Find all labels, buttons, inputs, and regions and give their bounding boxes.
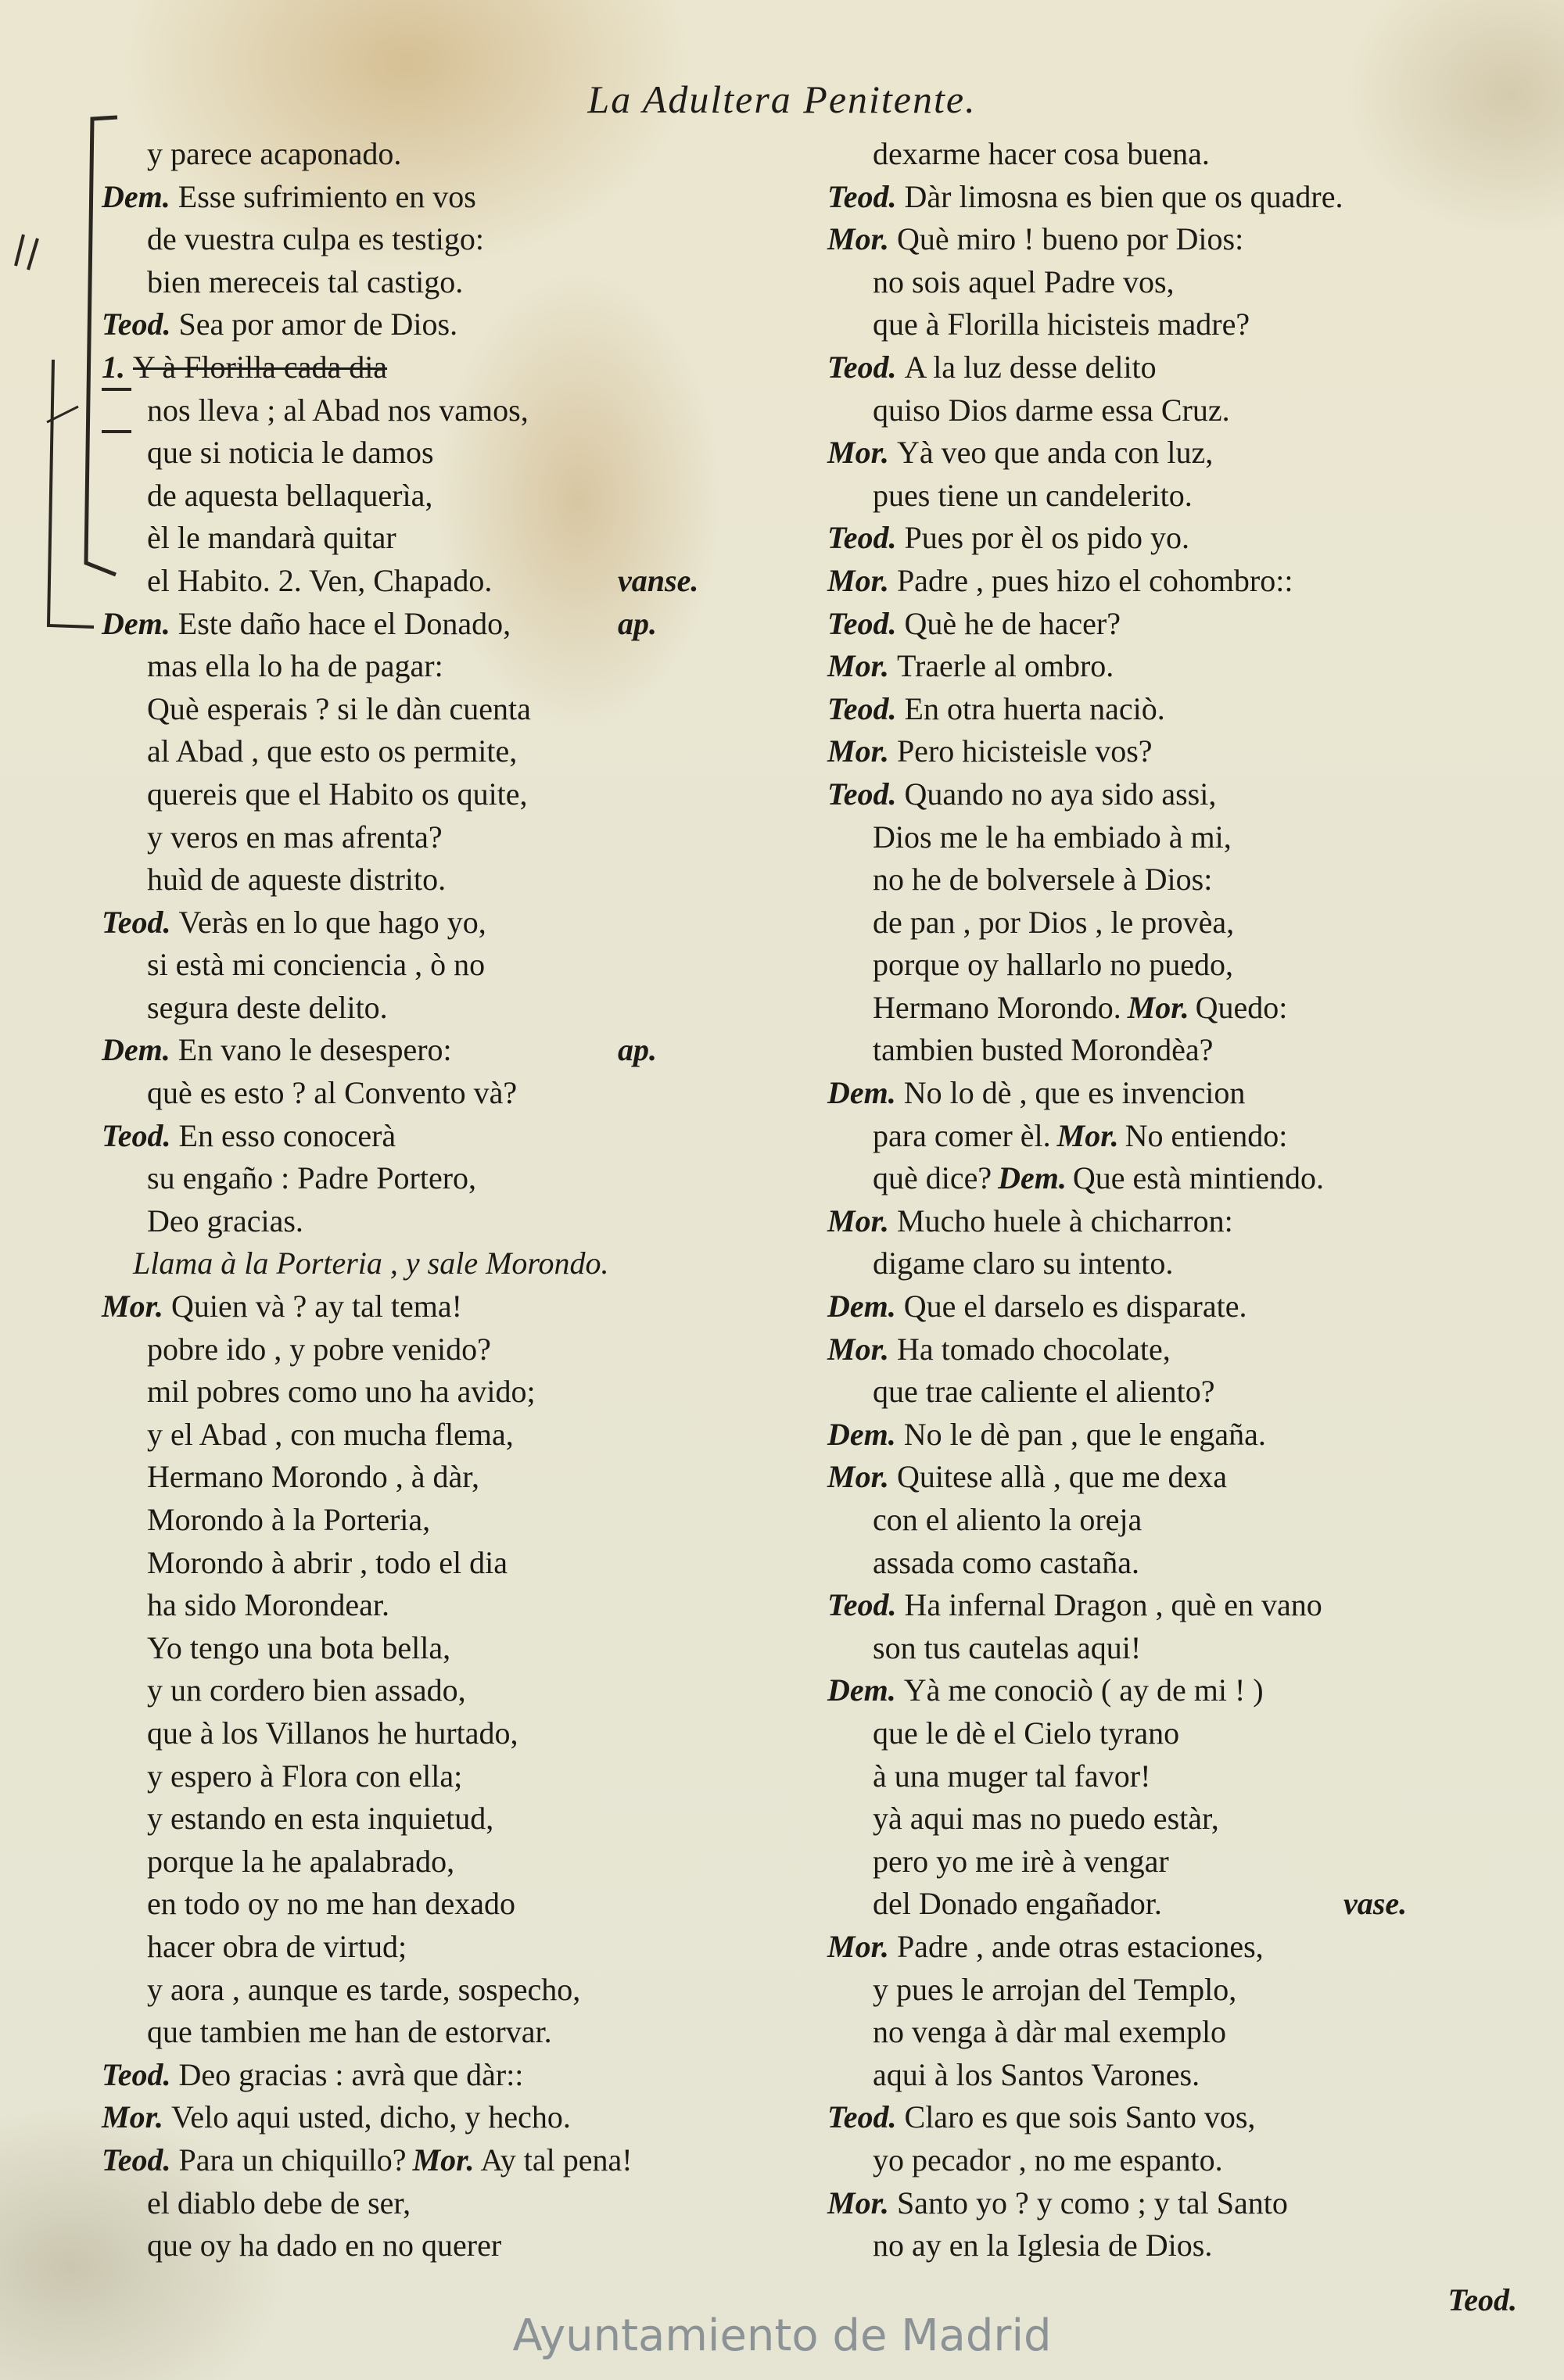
verse-line xyxy=(827,2182,1516,2225)
verse-line xyxy=(827,517,1516,560)
speaker-name: Mor. xyxy=(412,2142,475,2177)
verse-text: Este daño hace el Donado, xyxy=(178,605,511,641)
verse-text: de aquesta bellaquerìa, xyxy=(147,477,433,513)
verse-text: nos lleva ; al Abad nos vamos, xyxy=(147,392,529,428)
verse-text: quereis que el Habito os quite, xyxy=(147,776,528,812)
verse-text: No lo dè , que es invencion xyxy=(903,1075,1246,1111)
verse-line xyxy=(827,2011,1516,2054)
verse-text: Pues por èl os pido yo. xyxy=(904,520,1189,556)
verse-line xyxy=(102,1029,790,1072)
speaker-name: Teod. xyxy=(827,1587,897,1623)
verse-line xyxy=(827,688,1516,731)
verse-line xyxy=(102,1200,790,1243)
verse-text: dexarme hacer cosa buena. xyxy=(873,136,1210,171)
verse-line xyxy=(827,944,1516,987)
verse-line xyxy=(102,816,790,859)
verse-line xyxy=(827,1115,1516,1158)
verse-text: Traerle al ombro. xyxy=(896,648,1114,684)
verse-text: Hermano Morondo , à dàr, xyxy=(147,1459,479,1495)
verse-text: Sea por amor de Dios. xyxy=(178,306,458,342)
watermark: Ayuntamiento de Madrid xyxy=(512,2310,1052,2361)
speaker-name: Mor. xyxy=(827,435,889,471)
verse-text: Llama à la Porteria , y sale Morondo. xyxy=(133,1246,609,1281)
verse-text: al Abad , que esto os permite, xyxy=(147,733,518,769)
speaker-name: Dem. xyxy=(827,1416,896,1452)
verse-line xyxy=(827,218,1516,261)
speaker-name: Dem. xyxy=(827,1075,896,1111)
verse-text: Ay tal pena! xyxy=(480,2142,633,2177)
verse-text: Y à Florilla cada dia xyxy=(133,349,388,385)
speaker-name: Dem. xyxy=(102,178,170,214)
speaker-name: Teod. xyxy=(827,605,897,641)
verse-text: Quitese allà , que me dexa xyxy=(896,1459,1227,1495)
verse-text: que si noticia le damos xyxy=(147,435,434,471)
verse-line xyxy=(102,858,790,901)
speaker-name: Mor. xyxy=(827,1459,889,1495)
verse-line xyxy=(102,1371,790,1414)
speaker-name: Dem. xyxy=(998,1160,1067,1196)
verse-line xyxy=(827,645,1516,688)
verse-line xyxy=(102,2182,790,2225)
verse-text: Yo tengo una bota bella, xyxy=(147,1629,451,1665)
verse-line xyxy=(827,176,1516,219)
verse-text: pues tiene un candelerito. xyxy=(873,477,1193,513)
verse-text: Dios me le ha embiado à mi, xyxy=(873,819,1232,855)
verse-line xyxy=(827,1841,1516,1884)
verse-line xyxy=(827,303,1516,346)
speaker-name: Teod. xyxy=(827,178,897,214)
verse-line xyxy=(102,2011,790,2054)
verse-text: de vuestra culpa es testigo: xyxy=(147,221,484,257)
verse-line xyxy=(102,1115,790,1158)
verse-line xyxy=(827,858,1516,901)
verse-line xyxy=(827,1456,1516,1499)
verse-text: En otra huerta naciò. xyxy=(904,690,1165,726)
speaker-name: Mor. xyxy=(827,1928,889,1964)
page-title: La Adultera Penitente. xyxy=(587,77,977,121)
speaker-name: Mor. xyxy=(1127,989,1189,1025)
verse-line xyxy=(102,303,790,346)
verse-line xyxy=(827,773,1516,816)
verse-line xyxy=(827,1414,1516,1457)
verse-line xyxy=(102,1883,790,1926)
verse-text: En esso conocerà xyxy=(178,1117,396,1153)
verse-line xyxy=(102,688,790,731)
verse-text: Ha tomado chocolate, xyxy=(896,1331,1171,1367)
verse-text: Deo gracias. xyxy=(147,1203,303,1238)
verse-line xyxy=(102,261,790,304)
verse-text: Esse sufrimiento en vos xyxy=(178,178,476,214)
margin-mark-2 xyxy=(47,407,78,422)
verse-text: Padre , pues hizo el cohombro:: xyxy=(896,562,1293,598)
verse-line xyxy=(102,730,790,773)
verse-line xyxy=(102,1712,790,1755)
verse-text: yà aqui mas no puedo estàr, xyxy=(873,1801,1219,1837)
verse-line xyxy=(827,1072,1516,1115)
verse-text: Para un chiquillo? xyxy=(178,2142,407,2177)
verse-line xyxy=(827,730,1516,773)
speaker-name: Mor. xyxy=(1056,1117,1119,1153)
verse-line xyxy=(102,475,790,518)
verse-line xyxy=(102,1499,790,1542)
verse-line xyxy=(827,816,1516,859)
speaker-name: Mor. xyxy=(827,2185,889,2220)
verse-line xyxy=(827,1969,1516,2012)
verse-line xyxy=(827,1798,1516,1841)
verse-text: Veràs en lo que hago yo, xyxy=(178,904,486,940)
verse-line xyxy=(827,560,1516,603)
right-column xyxy=(827,133,1516,2267)
verse-text: Padre , ande otras estaciones, xyxy=(896,1928,1264,1964)
verse-text: y el Abad , con mucha flema, xyxy=(147,1416,514,1452)
verse-text: no ay en la Iglesia de Dios. xyxy=(873,2228,1213,2264)
verse-line xyxy=(827,1542,1516,1585)
verse-text: que à Florilla hicisteis madre? xyxy=(873,306,1250,342)
verse-line xyxy=(827,1584,1516,1627)
speaker-name: 1. xyxy=(102,349,125,385)
verse-text: Quien và ? ay tal tema! xyxy=(170,1289,462,1324)
verse-line xyxy=(827,1285,1516,1328)
verse-text: en todo oy no me han dexado xyxy=(147,1886,515,1922)
verse-text: Que el darselo es disparate. xyxy=(903,1289,1247,1324)
speaker-name: Mor. xyxy=(827,221,889,257)
verse-text: el diablo debe de ser, xyxy=(147,2185,411,2220)
verse-text: Hermano Morondo. xyxy=(873,989,1121,1025)
verse-text: bien mereceis tal castigo. xyxy=(147,263,464,299)
verse-line xyxy=(827,1712,1516,1755)
verse-text: Què esperais ? si le dàn cuenta xyxy=(147,690,531,726)
verse-text: Claro es que sois Santo vos, xyxy=(904,2099,1256,2135)
verse-text: y un cordero bien assado, xyxy=(147,1672,466,1708)
verse-text: no he de bolversele à Dios: xyxy=(873,862,1213,898)
verse-text: son tus cautelas aqui! xyxy=(873,1629,1142,1665)
verse-line xyxy=(102,1072,790,1115)
verse-line xyxy=(102,1542,790,1585)
speaker-name: Teod. xyxy=(102,1117,171,1153)
verse-text: su engaño : Padre Portero, xyxy=(147,1160,477,1196)
margin-bracket-lower xyxy=(48,360,94,627)
verse-line xyxy=(102,645,790,688)
verse-text: no sois aquel Padre vos, xyxy=(873,263,1175,299)
verse-text: à una muger tal favor! xyxy=(873,1758,1151,1794)
stage-aside: vanse. xyxy=(618,562,699,598)
speaker-name: Mor. xyxy=(827,648,889,684)
verse-text: y estando en esta inquietud, xyxy=(147,1801,494,1837)
speaker-name: Dem. xyxy=(827,1289,896,1324)
stage-aside: ap. xyxy=(618,605,657,641)
verse-line xyxy=(827,261,1516,304)
verse-text: En vano le desespero: xyxy=(178,1032,452,1068)
verse-text: que trae caliente el aliento? xyxy=(873,1374,1215,1410)
verse-line xyxy=(827,1200,1516,1243)
verse-text: tambien busted Morondèa? xyxy=(873,1032,1214,1068)
verse-text: del Donado engañador. xyxy=(873,1886,1162,1922)
verse-line xyxy=(102,2054,790,2097)
verse-text: y aora , aunque es tarde, sospecho, xyxy=(147,1971,581,2007)
speaker-name: Dem. xyxy=(102,605,170,641)
verse-text: no venga à dàr mal exemplo xyxy=(873,2014,1227,2050)
speaker-name: Mor. xyxy=(102,1289,163,1324)
verse-text: No entiendo: xyxy=(1125,1117,1288,1153)
verse-text: què dice? xyxy=(873,1160,992,1196)
verse-line xyxy=(102,1755,790,1798)
verse-line xyxy=(827,2224,1516,2267)
verse-line xyxy=(827,1242,1516,1285)
catchword: Teod. xyxy=(1447,2282,1517,2317)
verse-text: segura deste delito. xyxy=(147,989,388,1025)
verse-line xyxy=(102,1969,790,2012)
speaker-name: Teod. xyxy=(102,306,171,342)
verse-line xyxy=(102,1456,790,1499)
verse-line xyxy=(102,1798,790,1841)
verse-line xyxy=(102,2096,790,2139)
verse-line xyxy=(102,389,790,432)
verse-line xyxy=(102,987,790,1030)
verse-text: y pues le arrojan del Templo, xyxy=(873,1971,1237,2007)
verse-text: Ha infernal Dragon , què en vano xyxy=(904,1587,1322,1623)
verse-text: mas ella lo ha de pagar: xyxy=(147,648,443,684)
verse-text: ha sido Morondear. xyxy=(147,1587,389,1623)
verse-line xyxy=(102,603,790,646)
verse-line xyxy=(102,1242,790,1285)
verse-line xyxy=(102,560,790,603)
verse-text: què es esto ? al Convento và? xyxy=(147,1075,518,1111)
verse-text: Que està mintiendo. xyxy=(1072,1160,1324,1196)
verse-text: mil pobres como uno ha avido; xyxy=(147,1374,536,1410)
speaker-name: Teod. xyxy=(102,2056,171,2092)
verse-line xyxy=(827,987,1516,1030)
verse-line xyxy=(102,901,790,944)
verse-text: pobre ido , y pobre venido? xyxy=(147,1331,491,1367)
speaker-name: Mor. xyxy=(827,562,889,598)
verse-line xyxy=(102,1414,790,1457)
verse-line xyxy=(827,1755,1516,1798)
verse-line xyxy=(827,346,1516,389)
verse-line xyxy=(827,603,1516,646)
verse-line xyxy=(827,1627,1516,1670)
verse-line xyxy=(827,2096,1516,2139)
verse-text: Què miro ! bueno por Dios: xyxy=(896,221,1244,257)
verse-line xyxy=(827,1157,1516,1200)
verse-text: Què he de hacer? xyxy=(904,605,1121,641)
speaker-name: Dem. xyxy=(827,1672,896,1708)
verse-text: con el aliento la oreja xyxy=(873,1502,1143,1537)
verse-line xyxy=(102,1669,790,1712)
verse-line xyxy=(102,944,790,987)
speaker-name: Mor. xyxy=(827,1203,889,1238)
stage-aside: vase. xyxy=(1343,1886,1408,1922)
verse-text: de pan , por Dios , le provèa, xyxy=(873,904,1235,940)
verse-line xyxy=(102,1285,790,1328)
verse-text: assada como castaña. xyxy=(873,1544,1139,1580)
speaker-name: Mor. xyxy=(827,1331,889,1367)
verse-text: y parece acaponado. xyxy=(147,136,402,171)
verse-line xyxy=(102,1926,790,1969)
verse-line xyxy=(827,475,1516,518)
speaker-name: Teod. xyxy=(827,776,897,812)
verse-text: porque la he apalabrado, xyxy=(147,1843,455,1879)
speaker-name: Teod. xyxy=(827,2099,897,2135)
verse-text: que tambien me han de estorvar. xyxy=(147,2014,552,2050)
verse-text: yo pecador , no me espanto. xyxy=(873,2142,1223,2177)
speaker-name: Teod. xyxy=(827,349,897,385)
verse-text: Dàr limosna es bien que os quadre. xyxy=(904,178,1343,214)
verse-line xyxy=(102,218,790,261)
verse-line xyxy=(102,517,790,560)
verse-text: que le dè el Cielo tyrano xyxy=(873,1715,1180,1751)
verse-line xyxy=(102,133,790,176)
verse-line xyxy=(827,1328,1516,1371)
verse-line xyxy=(102,2224,790,2267)
verse-line xyxy=(102,346,790,389)
verse-line xyxy=(827,1029,1516,1072)
verse-text: digame claro su intento. xyxy=(873,1246,1174,1281)
verse-line xyxy=(102,1841,790,1884)
verse-text: Santo yo ? y como ; y tal Santo xyxy=(896,2185,1288,2220)
speaker-name: Dem. xyxy=(102,1032,170,1068)
verse-line xyxy=(827,1499,1516,1542)
verse-text: Morondo à la Porteria, xyxy=(147,1502,431,1537)
verse-text: huìd de aqueste distrito. xyxy=(147,862,447,898)
verse-line xyxy=(102,1328,790,1371)
margin-mark-1 xyxy=(16,235,38,270)
verse-text: Velo aqui usted, dicho, y hecho. xyxy=(170,2099,571,2135)
stage-aside: ap. xyxy=(618,1032,657,1068)
verse-text: Deo gracias : avrà que dàr:: xyxy=(178,2056,524,2092)
verse-text: que à los Villanos he hurtado, xyxy=(147,1715,518,1751)
verse-text: Pero hicisteisle vos? xyxy=(896,733,1153,769)
verse-text: si està mi conciencia , ò no xyxy=(147,947,486,983)
verse-line xyxy=(102,2139,790,2182)
verse-text: No le dè pan , que le engaña. xyxy=(903,1416,1266,1452)
verse-line xyxy=(827,1371,1516,1414)
verse-text: A la luz desse delito xyxy=(904,349,1157,385)
speaker-name: Teod. xyxy=(102,904,171,940)
verse-text: Quando no aya sido assi, xyxy=(904,776,1217,812)
speaker-name: Teod. xyxy=(827,520,897,556)
verse-line xyxy=(102,1627,790,1670)
verse-line xyxy=(827,432,1516,475)
verse-text: y espero à Flora con ella; xyxy=(147,1758,463,1794)
speaker-name: Mor. xyxy=(102,2099,163,2135)
verse-text: que oy ha dado en no querer xyxy=(147,2228,502,2264)
verse-text: Yà me conociò ( ay de mi ! ) xyxy=(903,1672,1264,1708)
verse-text: el Habito. 2. Ven, Chapado. xyxy=(147,562,493,598)
verse-line xyxy=(827,2139,1516,2182)
verse-line xyxy=(827,1883,1516,1926)
verse-text: èl le mandarà quitar xyxy=(147,520,396,556)
verse-text: pero yo me irè à vengar xyxy=(873,1843,1169,1879)
verse-line xyxy=(827,1926,1516,1969)
speaker-name: Mor. xyxy=(827,733,889,769)
verse-text: quiso Dios darme essa Cruz. xyxy=(873,392,1230,428)
verse-line xyxy=(102,432,790,475)
verse-line xyxy=(827,901,1516,944)
verse-text: aqui à los Santos Varones. xyxy=(873,2056,1200,2092)
verse-text: porque oy hallarlo no puedo, xyxy=(873,947,1233,983)
verse-line xyxy=(102,773,790,816)
verse-text: hacer obra de virtud; xyxy=(147,1928,407,1964)
speaker-name: Teod. xyxy=(827,690,897,726)
verse-line xyxy=(827,389,1516,432)
verse-text: para comer èl. xyxy=(873,1117,1051,1153)
verse-line xyxy=(102,1584,790,1627)
verse-line xyxy=(827,133,1516,176)
verse-line xyxy=(102,176,790,219)
verse-line xyxy=(827,2054,1516,2097)
speaker-name: Teod. xyxy=(102,2142,171,2177)
verse-text: Quedo: xyxy=(1195,989,1288,1025)
verse-text: y veros en mas afrenta? xyxy=(147,819,443,855)
verse-text: Yà veo que anda con luz, xyxy=(896,435,1214,471)
left-column xyxy=(102,133,790,2267)
verse-text: Mucho huele à chicharron: xyxy=(896,1203,1233,1238)
verse-line xyxy=(827,1669,1516,1712)
verse-line xyxy=(102,1157,790,1200)
verse-text: Morondo à abrir , todo el dia xyxy=(147,1544,508,1580)
